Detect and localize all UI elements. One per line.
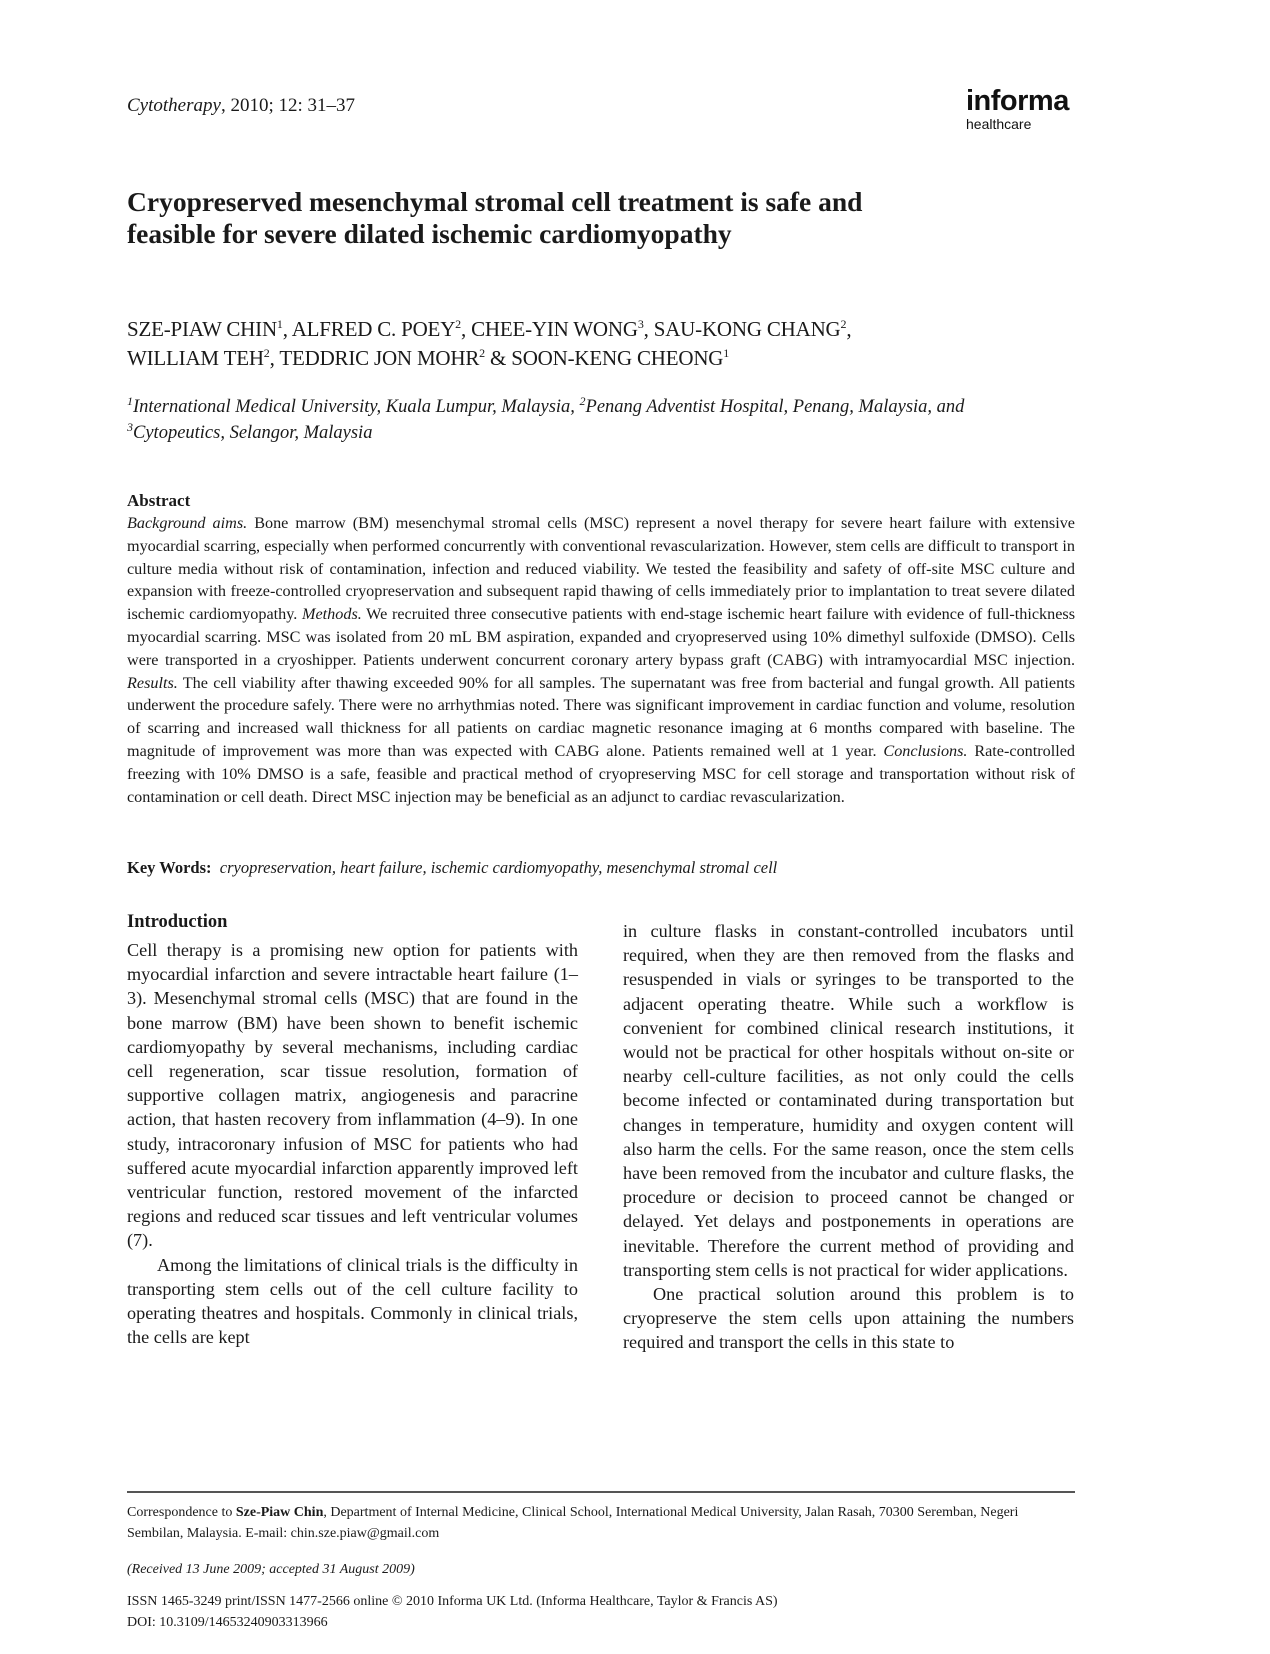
author-affiliation-mark: 1 [276, 317, 283, 331]
abstract-label-methods: Methods. [302, 605, 362, 624]
affiliation-number: 1 [127, 393, 133, 408]
author-affiliation-mark: 1 [723, 346, 730, 360]
publisher-logo [966, 86, 1076, 132]
keywords [127, 858, 1075, 878]
author-separator: , [846, 317, 852, 341]
abstract-conclusions: Rate-controlled freezing with 10% DMSO is a safe, feasible and practical method of cryopreserving MSC for cell storage and transportation without risk of contamination or cell death. Direct MSC injection may be beneficial as an adjunct to cardiac revascularization. [127, 741, 1076, 806]
keywords-label: Key Words: [127, 858, 212, 877]
doi: DOI: 10.3109/14653240903313966 [127, 1615, 328, 1630]
correspondence [127, 1502, 1075, 1544]
author [127, 346, 270, 370]
author-affiliation-mark: 2 [840, 317, 847, 331]
abstract-body [127, 512, 1075, 808]
author [292, 317, 461, 341]
keywords-terms: cryopreservation, heart failure, ischemic cardiomyopathy, mesenchymal stromal cell [219, 858, 778, 877]
section-heading-introduction: Introduction [127, 912, 228, 932]
abstract-label-conclusions: Conclusions. [883, 741, 968, 760]
publisher-logo-sub: healthcare [966, 116, 1032, 132]
author [511, 346, 729, 370]
body-column-left [127, 910, 578, 1349]
author-affiliation-mark: 2 [263, 346, 270, 360]
affiliation-number: 2 [579, 393, 586, 408]
correspondence-address: , Department of Internal Medicine, Clinical School, International Medical University, Jalan Rasah, 70300 Seremban, Negeri Sembilan, Malaysia. E-mail: chin.sze.piaw@gmail.com [127, 1505, 1019, 1541]
journal-citation [127, 95, 355, 117]
abstract-methods: We recruited three consecutive patients with end-stage ischemic heart failure with evidence of full-thickness myocardial scarring. MSC was isolated from 20 mL BM aspiration, expanded and cryopreserved using 10% dimethyl sulfoxide (DMSO). Cells were transported in a cryoshipper. Patients underwent concurrent coronary artery bypass graft (CABG) with intramyocardial MSC injection. [127, 605, 1076, 669]
journal-volume-pages: , 2010; 12: 31–37 [220, 95, 355, 116]
author [279, 346, 485, 370]
author-name: CHEE-YIN WONG [471, 317, 638, 341]
abstract-heading: Abstract [127, 491, 191, 510]
abstract-background: Bone marrow (BM) mesenchymal stromal cells (MSC) represent a novel therapy for severe heart failure with extensive myocardial scarring, especially when performed concurrently with conventional revascularization. However, stem cells are difficult to transport in culture media without risk of contamination, infection and reduced viability. We tested the feasibility and safety of off-site MSC culture and expansion with freeze-controlled cryopreservation and subsequent rapid thawing of cells immediately prior to implantation to treat severe dilated ischemic cardiomyopathy. [127, 514, 1075, 624]
author-name: TEDDRIC JON MOHR [279, 346, 480, 370]
correspondence-prefix: Correspondence to [127, 1505, 236, 1520]
body-column-right [623, 919, 1074, 1355]
author [127, 317, 283, 341]
author-list [127, 315, 1087, 373]
body-paragraph: in culture flasks in constant-controlled incubators until required, when they are then removed from the flasks and resuspended in vials or syringes to be transported to the adjacent operating theatre. While such a workflow is convenient for combined clinical research institutions, it would not be practical for other hospitals without on-site or nearby cell-culture facilities, as not only could the cells become infected or contaminated during transportation but changes in temperature, humidity and oxygen content will also harm the cells. For the same reason, once the stem cells have been removed from the incubator and culture flasks, the procedure or decision to proceed cannot be changed or delayed. Yet delays and postponements in operations are inevitable. Therefore the current method of providing and transporting stem cells is not practical for wider applications. [623, 921, 1074, 1280]
author-separator: , [460, 317, 472, 341]
abstract-label-background: Background aims. [127, 514, 248, 532]
author-name: SOON-KENG CHEONG [511, 346, 724, 370]
body-paragraph: Cell therapy is a promising new option for patients with myocardial infarction and severe intractable heart failure (1–3). Mesenchymal stromal cells (MSC) that are found in the bone marrow (BM) have been shown to benefit ischemic cardiomyopathy by several mechanisms, including cardiac cell regeneration, scar tissue resolution, formation of supportive collagen matrix, angiogenesis and paracrine action, that hasten recovery from inflammation (4–9). In one study, intracoronary infusion of MSC for patients who had suffered acute myocardial infarction apparently improved left ventricular function, restored movement of the infarcted regions and reduced scar tissues and left ventricular volumes (7). [127, 940, 578, 1251]
publication-info [127, 1591, 778, 1633]
author-separator: & [484, 346, 512, 370]
author [654, 317, 847, 341]
author-name: ALFRED C. POEY [291, 317, 456, 341]
author-affiliation-mark: 2 [455, 317, 461, 331]
abstract-label-results: Results. [127, 673, 178, 692]
affiliation: Penang Adventist Hospital, Penang, Malaysia, and [585, 397, 965, 417]
affiliation: Cytopeutics, Selangor, Malaysia [133, 423, 373, 443]
author-name: WILLIAM TEH [127, 346, 264, 370]
body-paragraph: Among the limitations of clinical trials is the difficulty in transporting stem cells out of the cell culture facility to operating theatres and hospitals. Commonly in clinical trials, the cells are kept [127, 1254, 578, 1348]
correspondence-name: Sze-Piaw Chin [235, 1505, 324, 1520]
paper-title-line: Cryopreserved mesenchymal stromal cell treatment is safe and [127, 186, 863, 217]
publisher-logo-main: informa [966, 85, 1069, 117]
author-name: SAU-KONG CHANG [653, 317, 841, 341]
author-separator: , [269, 346, 280, 370]
received-dates: (Received 13 June 2009; accepted 31 August 2009) [127, 1562, 415, 1577]
abstract [127, 490, 1075, 808]
paper-title-line: feasible for severe dilated ischemic cardiomyopathy [127, 218, 732, 249]
author-affiliation-mark: 3 [637, 317, 644, 331]
body-paragraph: One practical solution around this problem is to cryopreserve the stem cells upon attaining the numbers required and transport the cells in this state to [623, 1284, 1074, 1353]
author-separator: , [643, 317, 654, 341]
abstract-results: The cell viability after thawing exceeded 90% for all samples. The supernatant was free from bacterial and fungal growth. All patients underwent the procedure safely. There were no arrhythmias noted. There was significant improvement in cardiac function and volume, resolution of scarring and increased wall thickness for all patients on cardiac magnetic resonance imaging at 6 months compared with baseline. The magnitude of improvement was more than was expected with CABG alone. Patients remained well at 1 year. [127, 673, 1075, 760]
issn: ISSN 1465-3249 print/ISSN 1477-2566 online © 2010 Informa UK Ltd. (Informa Healthcare, Taylor & Francis AS) [127, 1594, 778, 1609]
affiliation: International Medical University, Kuala Lumpur, Malaysia, [133, 397, 580, 417]
author [471, 317, 644, 341]
journal-name: Cytotherapy [127, 95, 221, 116]
affiliations [127, 394, 1087, 446]
author-separator: , [282, 317, 292, 341]
author-name: SZE-PIAW CHIN [127, 317, 277, 341]
paper-title [127, 186, 1077, 250]
footer-divider [127, 1491, 1075, 1493]
author-affiliation-mark: 2 [479, 346, 485, 360]
affiliation-number: 3 [127, 419, 133, 434]
